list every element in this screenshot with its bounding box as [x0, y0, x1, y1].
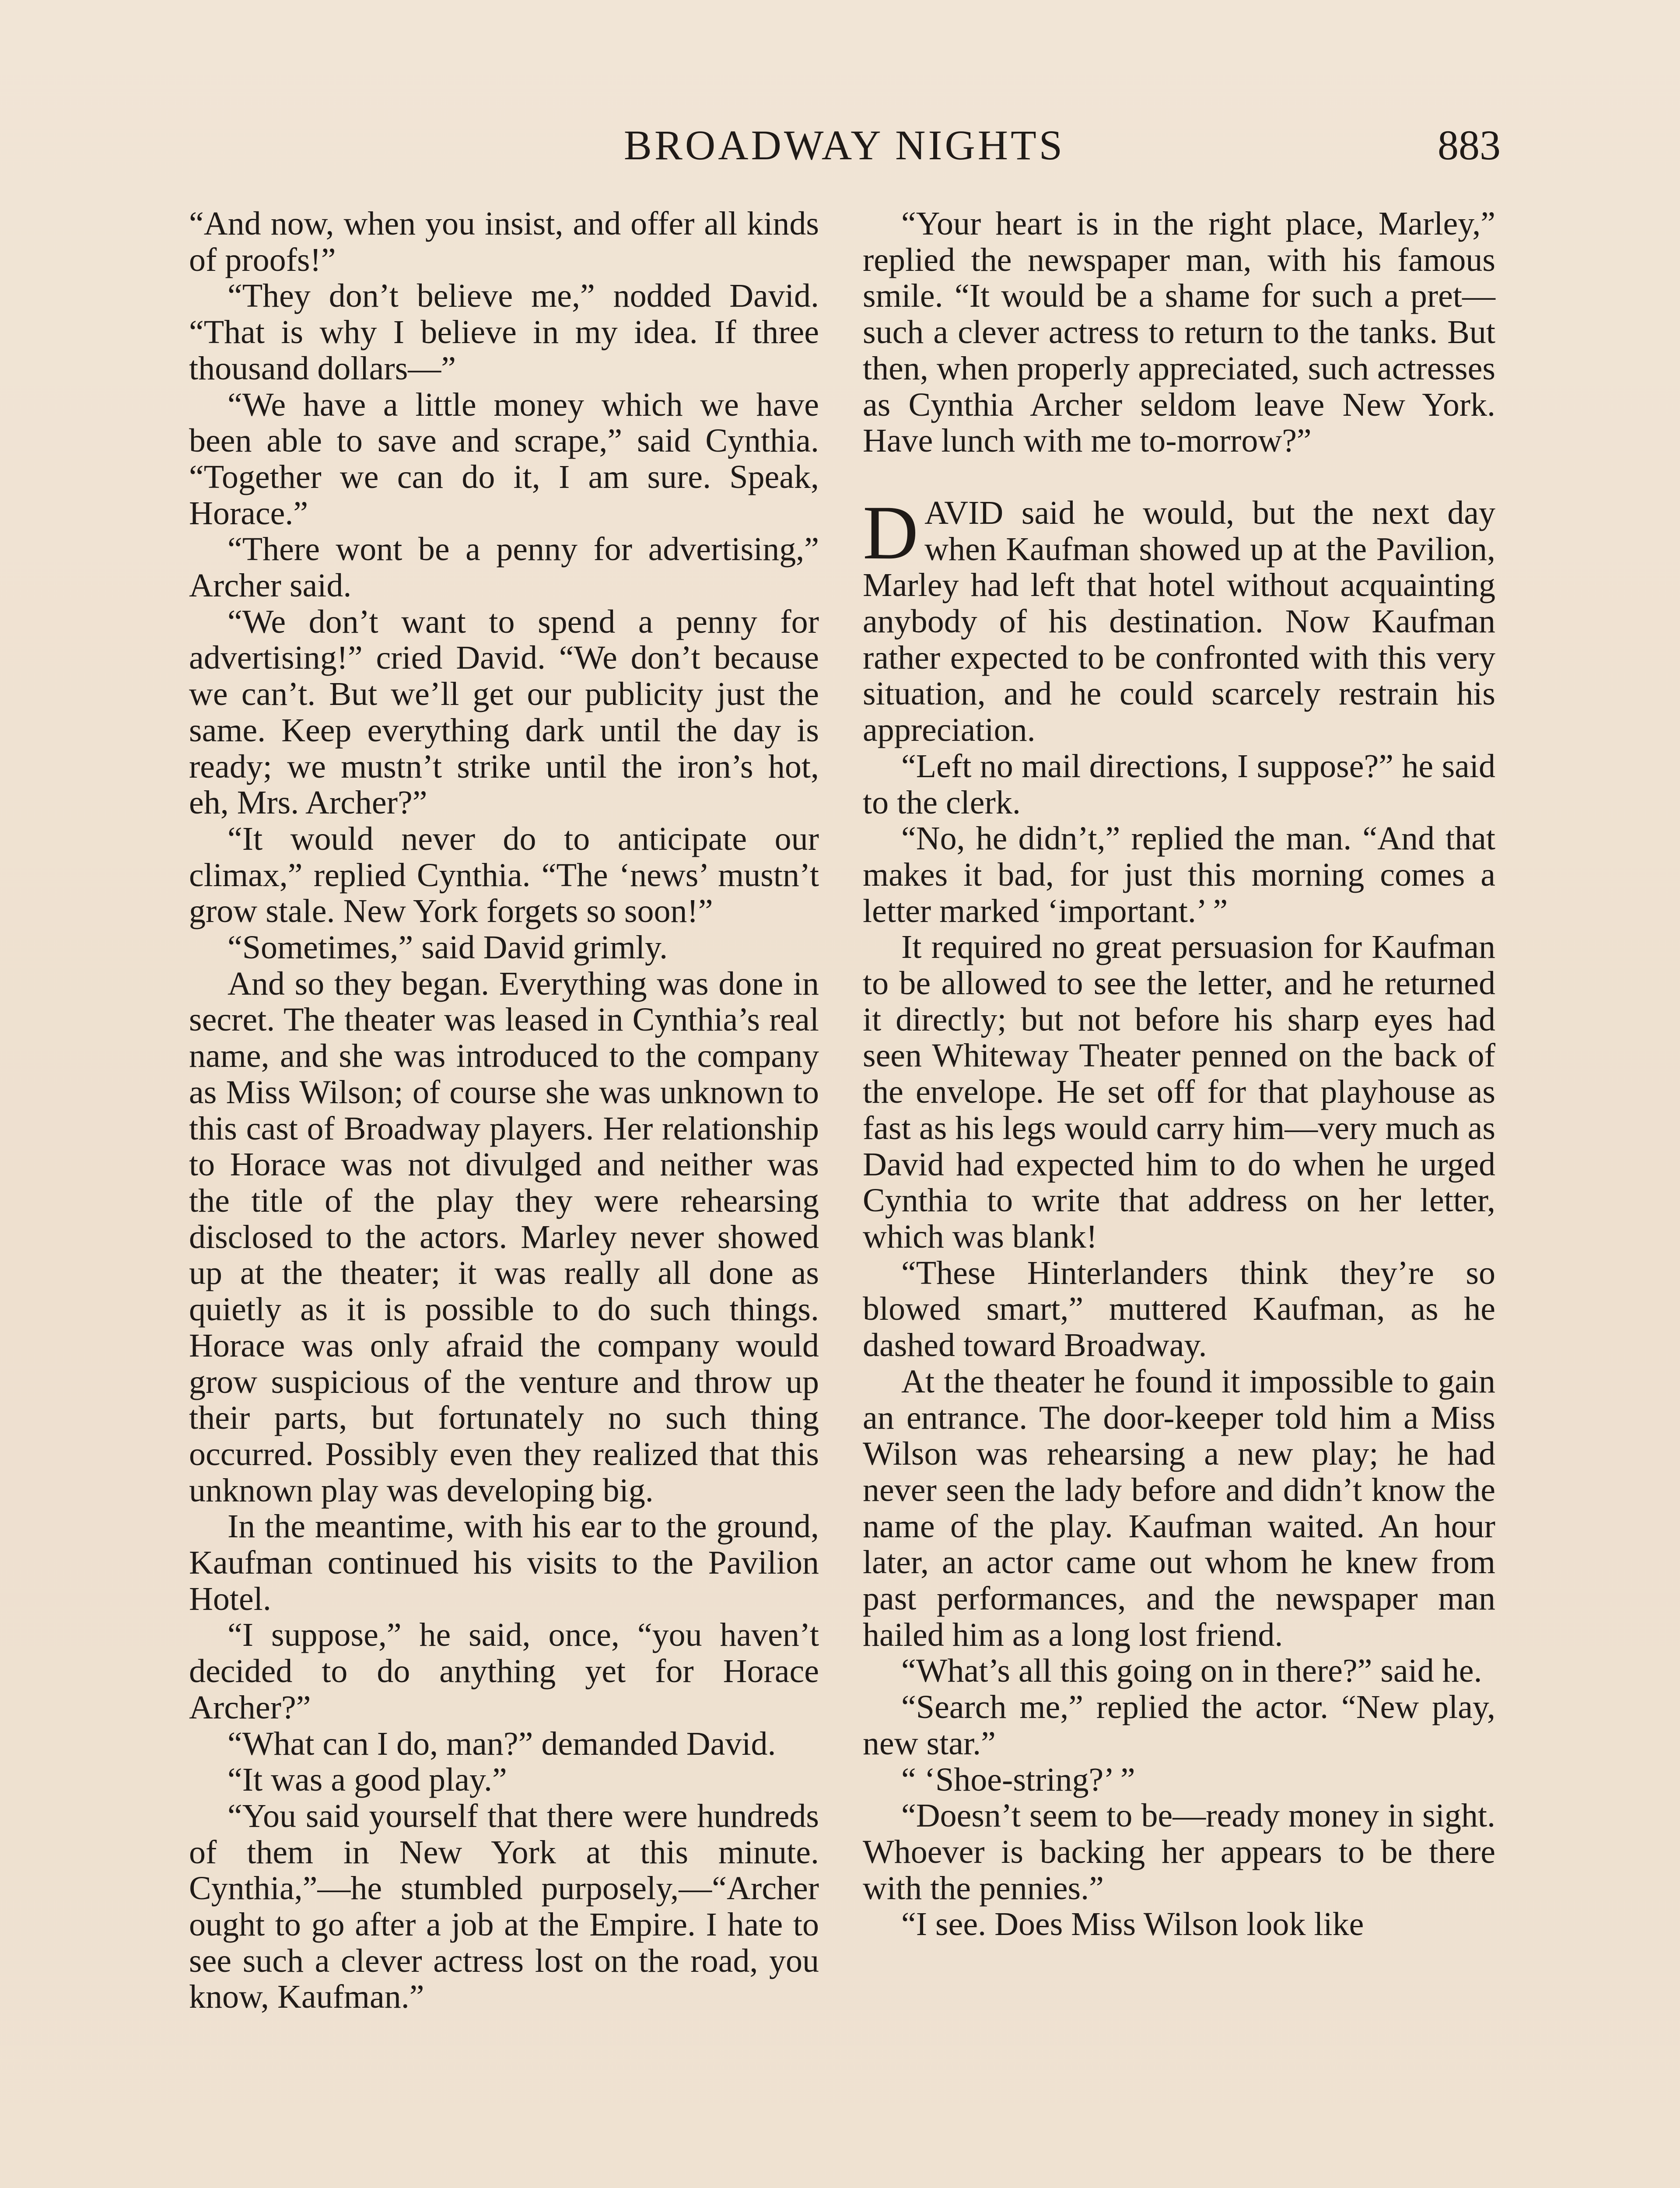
paragraph: “Sometimes,” said David grimly.	[228, 929, 668, 966]
paragraph: “I suppose,” he said, once, “you haven’t decided to do anything yet for Horace Archer?”	[189, 1616, 819, 1726]
paragraph: At the theater he found it impossible to gain an entrance. The door-keeper told him a Miss Wilson was rehearsing a new play; he had never seen the lady before and didn’t know the name of the play. Kaufman waited. An hour later, an actor came out whom he knew from past performances, and the newspaper man hailed him as a long lost friend.	[863, 1363, 1495, 1653]
page-title: BROADWAY NIGHTS	[623, 122, 1065, 168]
drop-cap: D	[863, 490, 919, 575]
paragraph: “Left no mail directions, I suppose?” he said to the clerk.	[863, 747, 1495, 821]
paragraph: And so they began. Everything was done in secret. The theater was leased in Cynthia’s real name, and she was introduced to the company as Miss Wilson; of course she was unknown to this cast of Broadway players. Her relationship to Horace was not divulged and neither was the title of the play they were rehearsing disclosed to the actors. Marley never showed up at the theater; it was really all done as quietly as it is possible to do such things. Horace was only afraid the company would grow suspicious of the venture and throw up their parts, but fortunately no such thing occurred. Possibly even they realized that this unknown play was developing big.	[189, 965, 819, 1509]
paragraph: “They don’t believe me,” nodded David. “That is why I believe in my idea. If three thousand dollars—”	[189, 277, 819, 387]
paragraph: “What’s all this going on in there?” said he.	[901, 1652, 1482, 1690]
paragraph: “Search me,” replied the actor. “New play, new star.”	[863, 1689, 1495, 1762]
paragraph: “We have a little money which we have been able to save and scrape,” said Cynthia. “Together we can do it, I am sure. Speak, Horace.”	[189, 386, 819, 532]
section-opening-paragraph	[863, 490, 1495, 749]
running-head	[188, 115, 1501, 176]
paragraph: “There wont be a penny for advertising,” Archer said.	[189, 531, 819, 604]
right-column	[863, 206, 1495, 1943]
page-number: 883	[1438, 122, 1501, 168]
section-break	[863, 459, 1495, 495]
opening-text: AVID said he would, but the next day when Kaufman showed up at the Pavilion, Marley had left that hotel without acquainting anybody of his destination. Now Kaufman rather expected to be confronted with this very situation, and he could scarcely restrain his appreciation.	[863, 494, 1495, 749]
paragraph: “It would never do to anticipate our climax,” replied Cynthia. “The ‘news’ mustn’t grow stale. New York forgets so soon!”	[189, 820, 819, 930]
paragraph: “These Hinterlanders think they’re so blowed smart,” muttered Kaufman, as he dashed toward Broadway.	[863, 1254, 1495, 1364]
paragraph: “We don’t want to spend a penny for advertising!” cried David. “We don’t because we can’t. But we’ll get our publicity just the same. Keep everything dark until the day is ready; we mustn’t strike until the iron’s hot, eh, Mrs. Archer?”	[189, 603, 819, 821]
paragraph: “It was a good play.”	[228, 1761, 507, 1799]
paragraph: “What can I do, man?” demanded David.	[228, 1725, 776, 1762]
paragraph: “You said yourself that there were hundreds of them in New York at this minute. Cynthia,”—he stumbled purposely,—“Archer ought to go after a job at the Empire. I hate to see such a clever actress lost on the road, you know, Kaufman.”	[189, 1797, 819, 2016]
paragraph: “I see. Does Miss Wilson look like	[901, 1906, 1364, 1943]
paragraph: “And now, when you insist, and offer all kinds of proofs!”	[189, 205, 819, 278]
paragraph: It required no great persuasion for Kaufman to be allowed to see the letter, and he returned it directly; but not before his sharp eyes had seen Whiteway Theater penned on the back of the envelope. He set off for that playhouse as fast as his legs would carry him—very much as David had expected him to do when he urged Cynthia to write that address on her letter, which was blank!	[863, 929, 1495, 1255]
paragraph: “No, he didn’t,” replied the man. “And that makes it bad, for just this morning comes a letter marked ‘important.’ ”	[863, 820, 1495, 929]
left-column	[189, 206, 819, 2015]
paragraph: “ ‘Shoe-string?’ ”	[901, 1761, 1135, 1798]
paragraph: “Your heart is in the right place, Marley,” replied the newspaper man, with his famous smile. “It would be a shame for such a pret—such a clever actress to return to the tanks. But then, when properly appreciated, such actresses as Cynthia Archer seldom leave New York. Have lunch with me to-morrow?”	[863, 205, 1495, 459]
paragraph: In the meantime, with his ear to the ground, Kaufman continued his visits to the Pavilion Hotel.	[189, 1508, 819, 1617]
paragraph: “Doesn’t seem to be—ready money in sight. Whoever is backing her appears to be there with the pennies.”	[863, 1797, 1495, 1907]
